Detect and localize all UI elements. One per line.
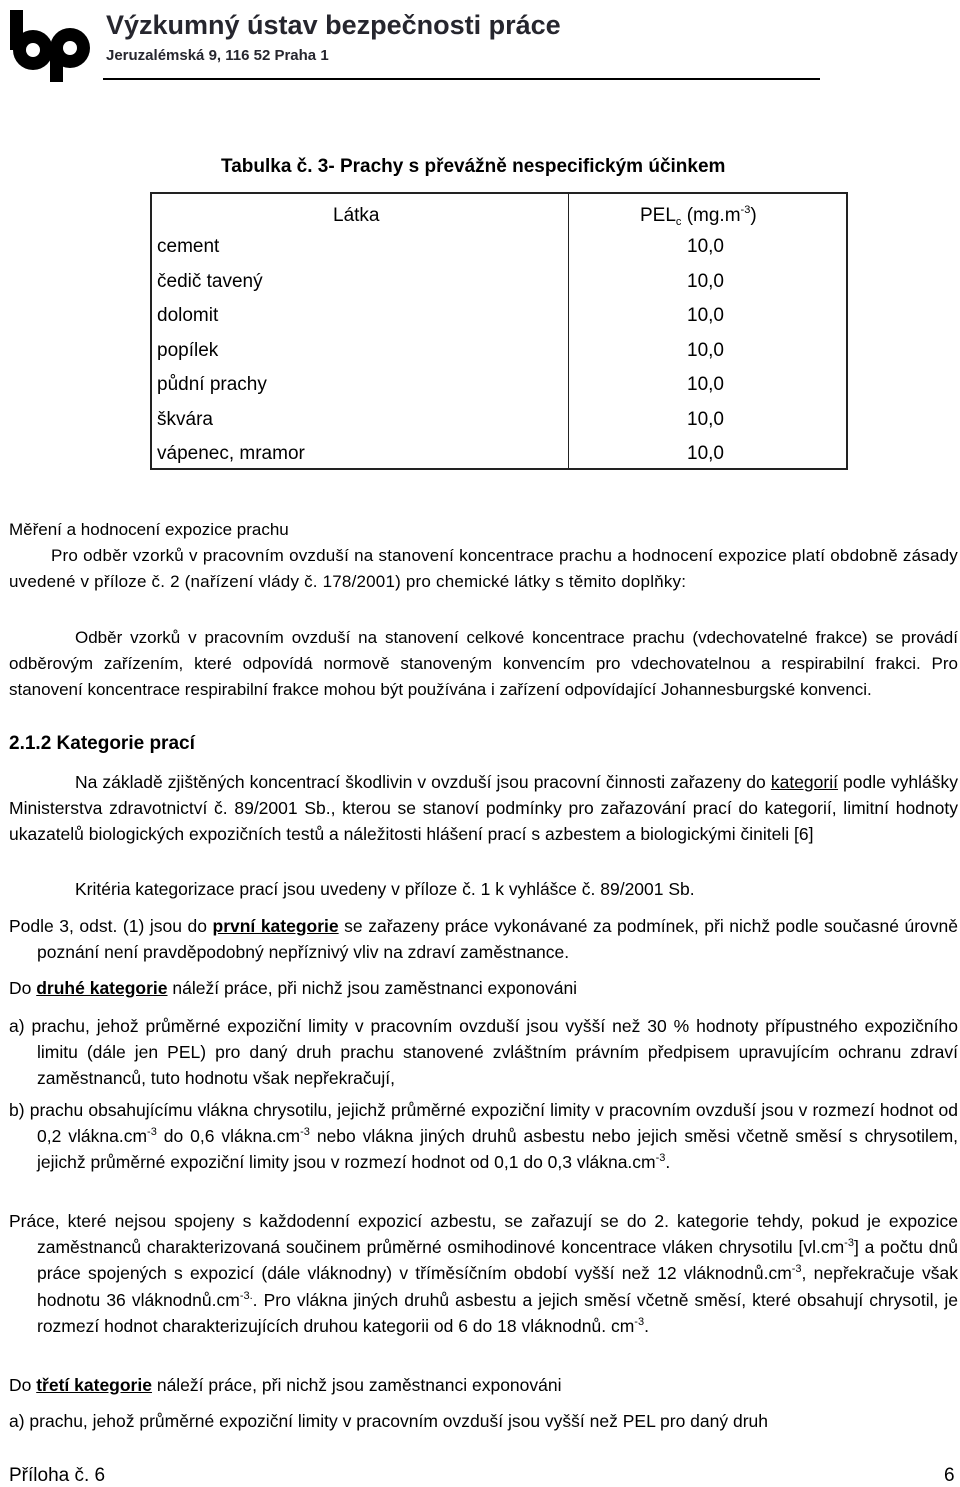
third-category-intro: Do třetí kategorie náleží práce, při nichž jsou zaměstnanci exponováni: [9, 1375, 562, 1395]
asbestos-paragraph: Práce, které nejsou spojeny s každodenní expozicí azbestu, se zařazují se do 2. kategorie tehdy, pokud je expozice zaměstnanců charakterizovaná součinem průměrné osmihodinové koncentrace vláken chrysotilu $[vl.cm^{-3}]$ a počtu dnů práce spojených s expozicí (dále vláknodny) v tříměsíčním období vyšší než 12 $vláknodnů.cm^{-3}$, nepřekračuje však hodnotu 36 $vláknodnů.cm^{-3.}$. Pro vlákna jiných druhů asbestu a jejich směsí včetně směsí, které obsahují chrysotil, je rozmezí hodnot charakterizujících druhou kategorii od 6 do 18 vláknodnů. $cm^{-3}$.: [9, 1211, 959, 1336]
table-row-substance: půdní prachy: [157, 374, 267, 395]
first-category-paragraph: Podle 3, odst. (1) jsou do první kategorie se zařazeny práce vykonávané za podmínek, při nichž podle současné úrovně poznání není pravděpodobný nepříznivý vliv na zdraví zaměstnance.: [9, 916, 958, 963]
second-category-intro: Do druhé kategorie náleží práce, při nichž jsou zaměstnanci exponováni: [9, 978, 578, 998]
header-divider: [103, 78, 820, 80]
criteria-paragraph: Kritéria kategorizace prací jsou uvedeny v příloze č. 1 k vyhlášce č. 89/2001 Sb.: [75, 879, 695, 899]
second-category-term: druhé kategorie: [36, 978, 168, 998]
table-row-substance: čedič tavený: [157, 271, 263, 292]
measurement-paragraph-1: Pro odběr vzorků v pracovním ovzduší na stanovení koncentrace prachu a hodnocení expozice platí obdobně zásady uvedené v příloze č. 2 (nařízení vlády č. 178/2001) pro chemické látky s těmito doplňky:: [9, 546, 958, 592]
third-category-item-a: a) prachu, jehož průměrné expoziční limity v pracovním ovzduší jsou vyšší než PEL pro daný druh: [9, 1411, 769, 1431]
table-column-divider: [568, 194, 569, 468]
second-category-item-b: b) prachu obsahujícímu vlákna chrysotilu, jejichž průměrné expoziční limity v pracovním ovzduší jsou v rozmezí hodnot od 0,2 $vlákna.cm^{-3}$ do 0,6 $vlákna.cm^{-3}$ nebo vlákna jiných druhů asbestu nebo jejich směsi včetně směsí s chrysotilem, jejichž průměrné expoziční limity jsou v rozmezí hodnot od 0,1 do 0,3 $vlákna.cm^{-3}$.: [9, 1100, 959, 1173]
footer-appendix-label: Příloha č. 6: [9, 1465, 106, 1486]
table-row-substance: škvára: [157, 409, 213, 430]
organization-name: Výzkumný ústav bezpečnosti práce: [106, 10, 561, 40]
table-row-substance: dolomit: [157, 305, 219, 326]
table-row-value: 10,0: [687, 271, 724, 292]
section-heading-categories: 2.1.2 Kategorie prací: [9, 733, 195, 754]
table-row-value: 10,0: [687, 305, 724, 326]
organization-address: Jeruzalémská 9, 116 52 Praha 1: [106, 47, 329, 64]
table-row-substance: vápenec, mramor: [157, 443, 305, 464]
table-row-value: 10,0: [687, 443, 724, 464]
section-title-measurement: Měření a hodnocení expozice prachu: [9, 520, 289, 539]
categories-paragraph: Na základě zjištěných koncentrací škodlivin v ovzduší jsou pracovní činnosti zařazeny do kategorií podle vyhlášky Ministerstva zdravotnictví č. 89/2001 Sb., kterou se stanoví podmínky pro zařazování prací do kategorií, limitní hodnoty ukazatelů biologických expozičních testů a náležitosti hlášení prací s azbestem a biologickými činiteli [6]: [9, 772, 958, 845]
table-row-substance: popílek: [157, 340, 219, 361]
measurement-paragraph-2: Odběr vzorků v pracovním ovzduší na stanovení celkové koncentrace prachu (vdechovatelné frakce) se provádí odběrovým zařízením, které odpovídá normově stanoveným konvencím pro vdechovatelnou a respirabilní frakci. Pro stanovení koncentrace respirabilní frakce mohou být používána i zařízení odpovídající Johannesburgské konvenci.: [9, 628, 958, 700]
table-row-substance: cement: [157, 236, 220, 257]
table-row-value: 10,0: [687, 236, 724, 257]
table-row-value: 10,0: [687, 340, 724, 361]
second-category-item-a: a) prachu, jehož průměrné expoziční limity v pracovním ovzduší jsou vyšší než 30 % hodnoty přípustného expozičního limitu (dále jen PEL) pro daný druh prachu stanovené zvláštním právním předpisem upravujícím ochranu zdraví zaměstnanců, tuto hodnotu však nepřekračují,: [9, 1016, 958, 1089]
vubp-logo: [8, 10, 96, 82]
third-category-term: třetí kategorie: [36, 1375, 152, 1395]
footer-page-number: 6: [944, 1465, 955, 1486]
table-caption: Tabulka č. 3- Prachy s převážně nespecifickým účinkem: [221, 156, 726, 177]
table-header-pel: $PEL_c$ $(mg.m^{-3})$: [640, 204, 757, 228]
first-category-term: první kategorie: [212, 916, 339, 936]
link-categories[interactable]: kategorií: [770, 772, 838, 792]
table-row-value: 10,0: [687, 409, 724, 430]
table-row-value: 10,0: [687, 374, 724, 395]
table-header-substance: Látka: [333, 205, 380, 226]
pel-table: [150, 192, 848, 470]
